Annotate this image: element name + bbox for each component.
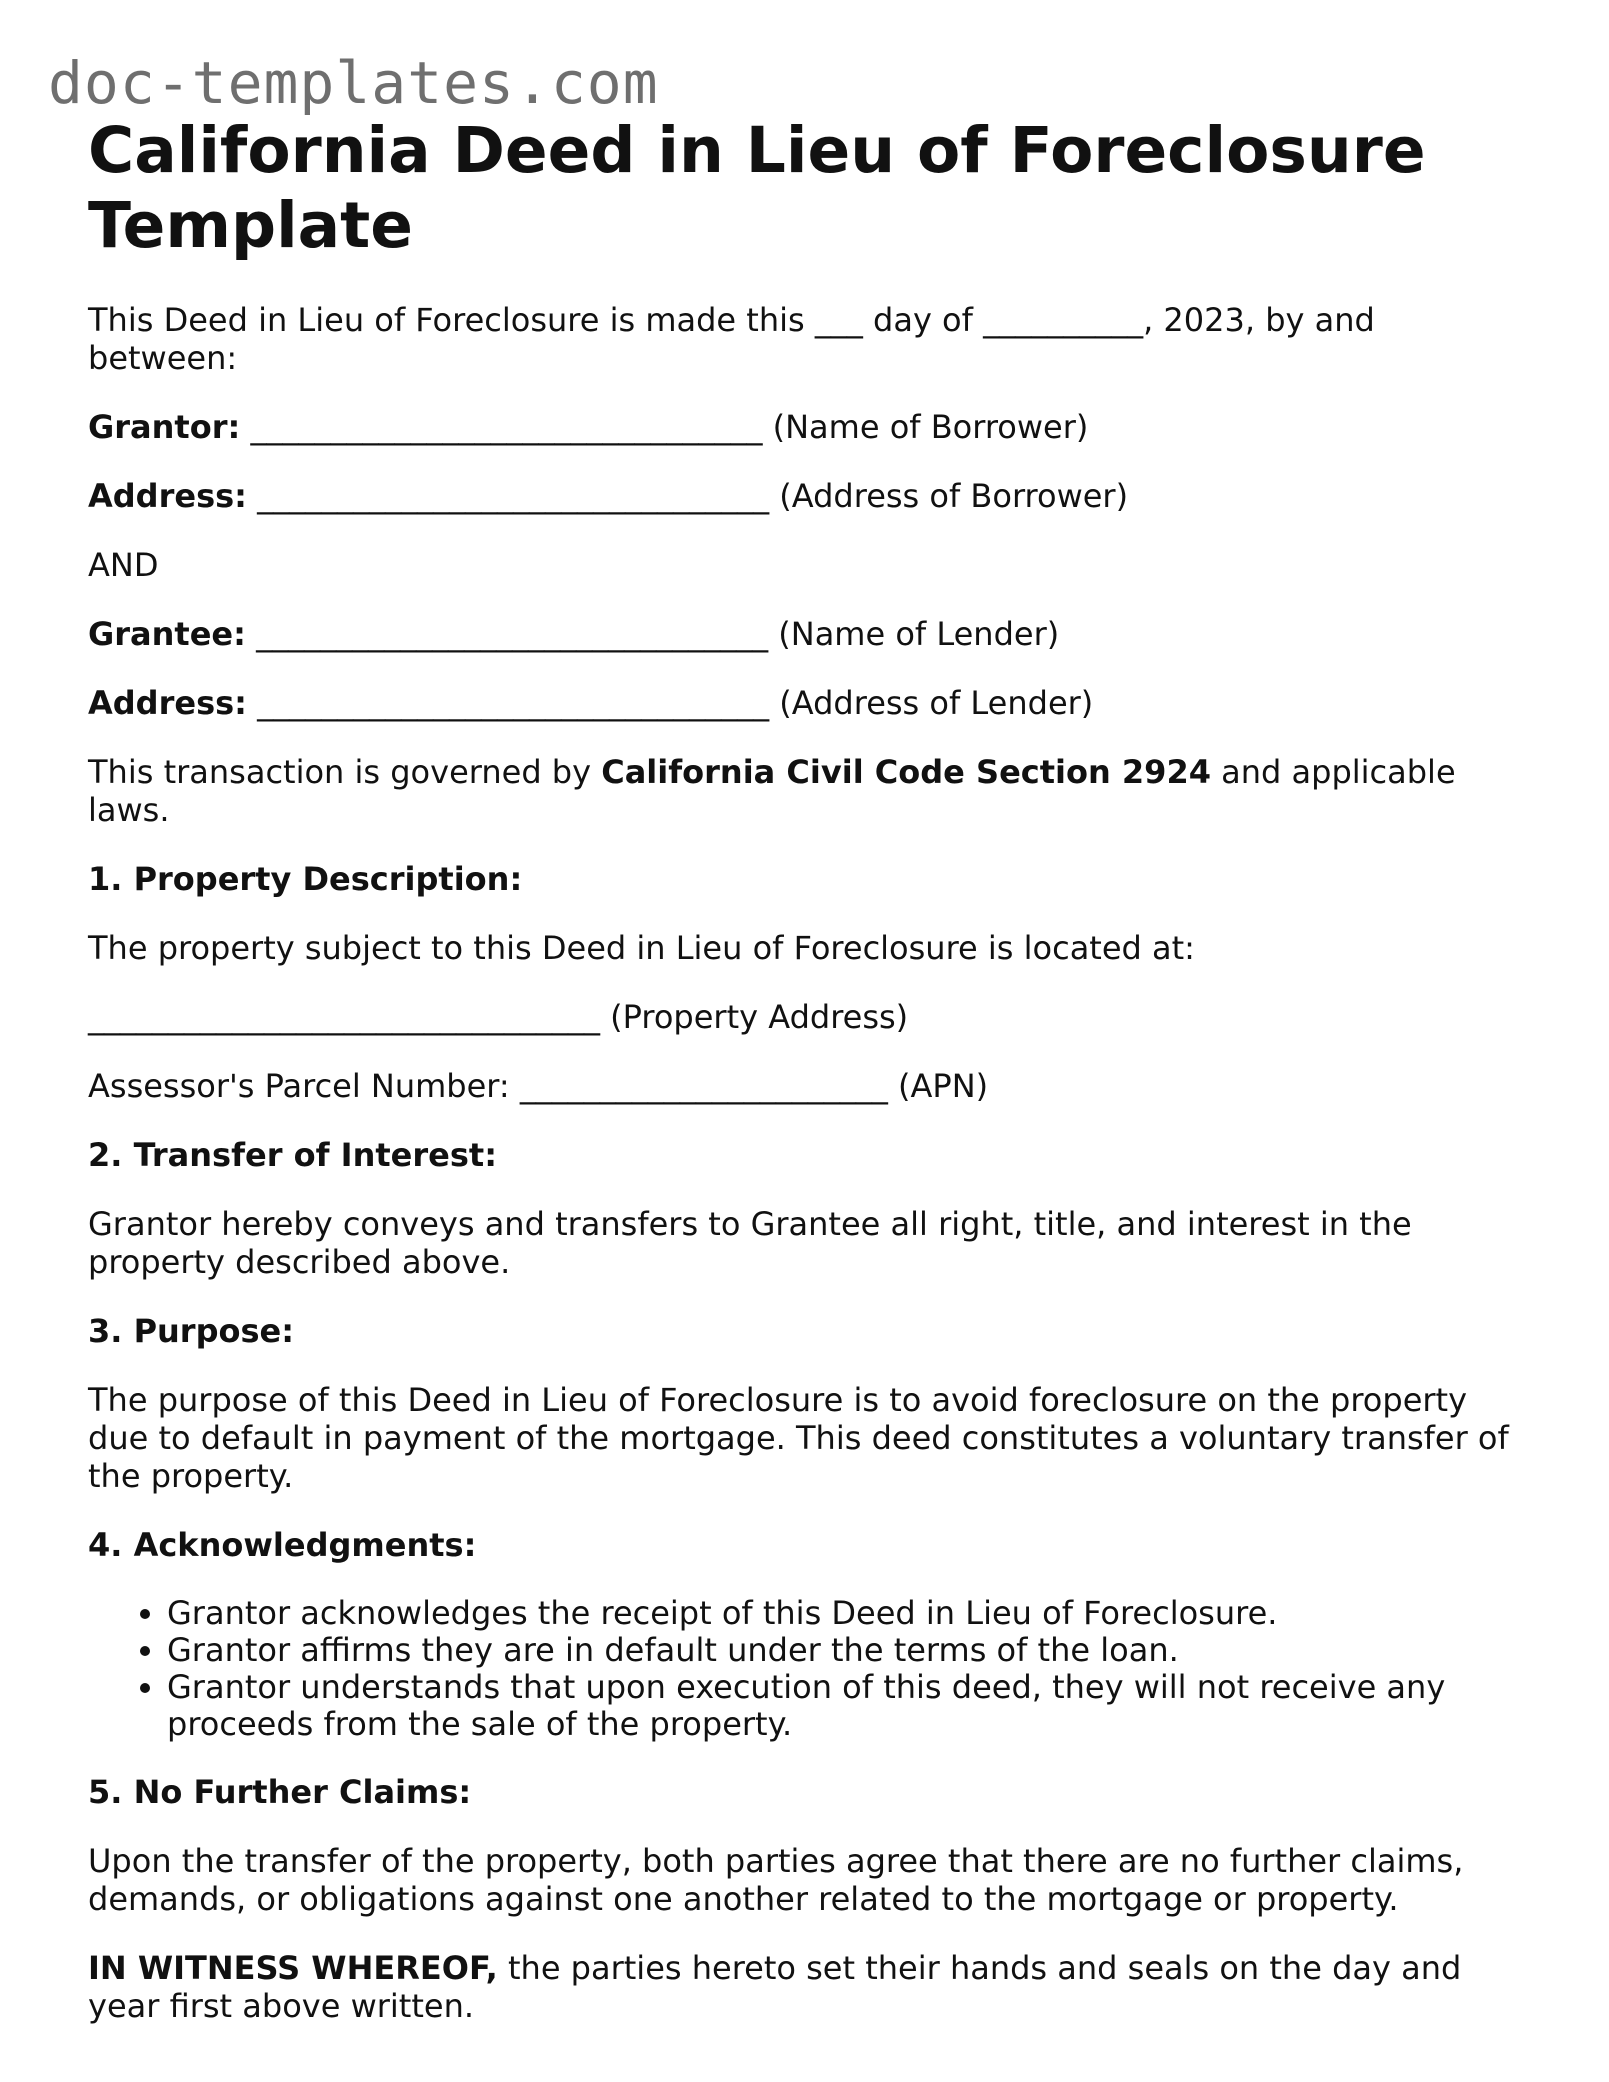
page-title: California Deed in Lieu of Foreclosure Template — [88, 114, 1426, 262]
purpose-text: The purpose of this Deed in Lieu of Foreclosure is to avoid foreclosure on the property due to default in payment of the mortgage. This deed constitutes a voluntary transfer of the property. — [88, 1381, 1509, 1495]
section-heading-property-description: 1. Property Description: — [88, 860, 523, 898]
governing-code: California Civil Code Section 2924 — [601, 753, 1211, 791]
witness-paragraph — [88, 1949, 1528, 2025]
intro-paragraph: This Deed in Lieu of Foreclosure is made this ___ day of __________, 2023, by and between: — [88, 301, 1375, 377]
witness-lead: IN WITNESS WHEREOF, — [88, 1949, 498, 1987]
acknowledgments-list — [88, 1595, 1528, 1743]
transfer-of-interest-text: Grantor hereby conveys and transfers to Grantee all right, title, and interest in the property described above. — [88, 1205, 1412, 1281]
grantee-label: Grantee: — [88, 615, 246, 653]
property-description-text: The property subject to this Deed in Lieu of Foreclosure is located at: — [88, 929, 1195, 967]
document — [88, 113, 1528, 2056]
grantor-line — [88, 408, 1528, 446]
section-heading-acknowledgments: 4. Acknowledgments: — [88, 1526, 477, 1564]
grantee-address-line — [88, 684, 1528, 722]
witness-text: the parties hereto set their hands and seals on the day and year first above written. — [88, 1949, 1462, 2025]
list-item: • Grantor acknowledges the receipt of this Deed in Lieu of Foreclosure. — [167, 1595, 1528, 1632]
grantor-address-label: Address: — [88, 477, 247, 515]
governing-pre: This transaction is governed by — [88, 753, 602, 791]
grantor-field: ________________________________ (Name of Borrower) — [240, 408, 1089, 446]
grantor-label: Grantor: — [88, 408, 241, 446]
no-further-claims-text: Upon the transfer of the property, both parties agree that there are no further claims, demands, or obligations against one another related to the mortgage or property. — [88, 1842, 1464, 1918]
governing-law-paragraph — [88, 753, 1528, 829]
watermark: doc-templates.com — [48, 49, 659, 117]
grantee-field: ________________________________ (Name of Lender) — [245, 615, 1060, 653]
section-heading-no-further-claims: 5. No Further Claims: — [88, 1773, 472, 1811]
and-text: AND — [88, 546, 159, 584]
grantee-line — [88, 615, 1528, 653]
list-item: • Grantor affirms they are in default under the terms of the loan. — [167, 1632, 1528, 1669]
apn-line: Assessor's Parcel Number: _______________________ (APN) — [88, 1067, 989, 1105]
grantor-address-line — [88, 477, 1528, 515]
grantor-address-field: ________________________________ (Address of Borrower) — [246, 477, 1129, 515]
grantee-address-label: Address: — [88, 684, 247, 722]
governing-post: and applicable laws. — [88, 753, 1456, 829]
grantee-address-field: ________________________________ (Address of Lender) — [246, 684, 1094, 722]
section-heading-transfer-of-interest: 2. Transfer of Interest: — [88, 1136, 497, 1174]
property-address-line: ________________________________ (Property Address) — [88, 998, 909, 1036]
section-heading-purpose: 3. Purpose: — [88, 1312, 295, 1350]
list-item: • Grantor understands that upon execution of this deed, they will not receive any proceeds from the sale of the property. — [167, 1669, 1528, 1743]
